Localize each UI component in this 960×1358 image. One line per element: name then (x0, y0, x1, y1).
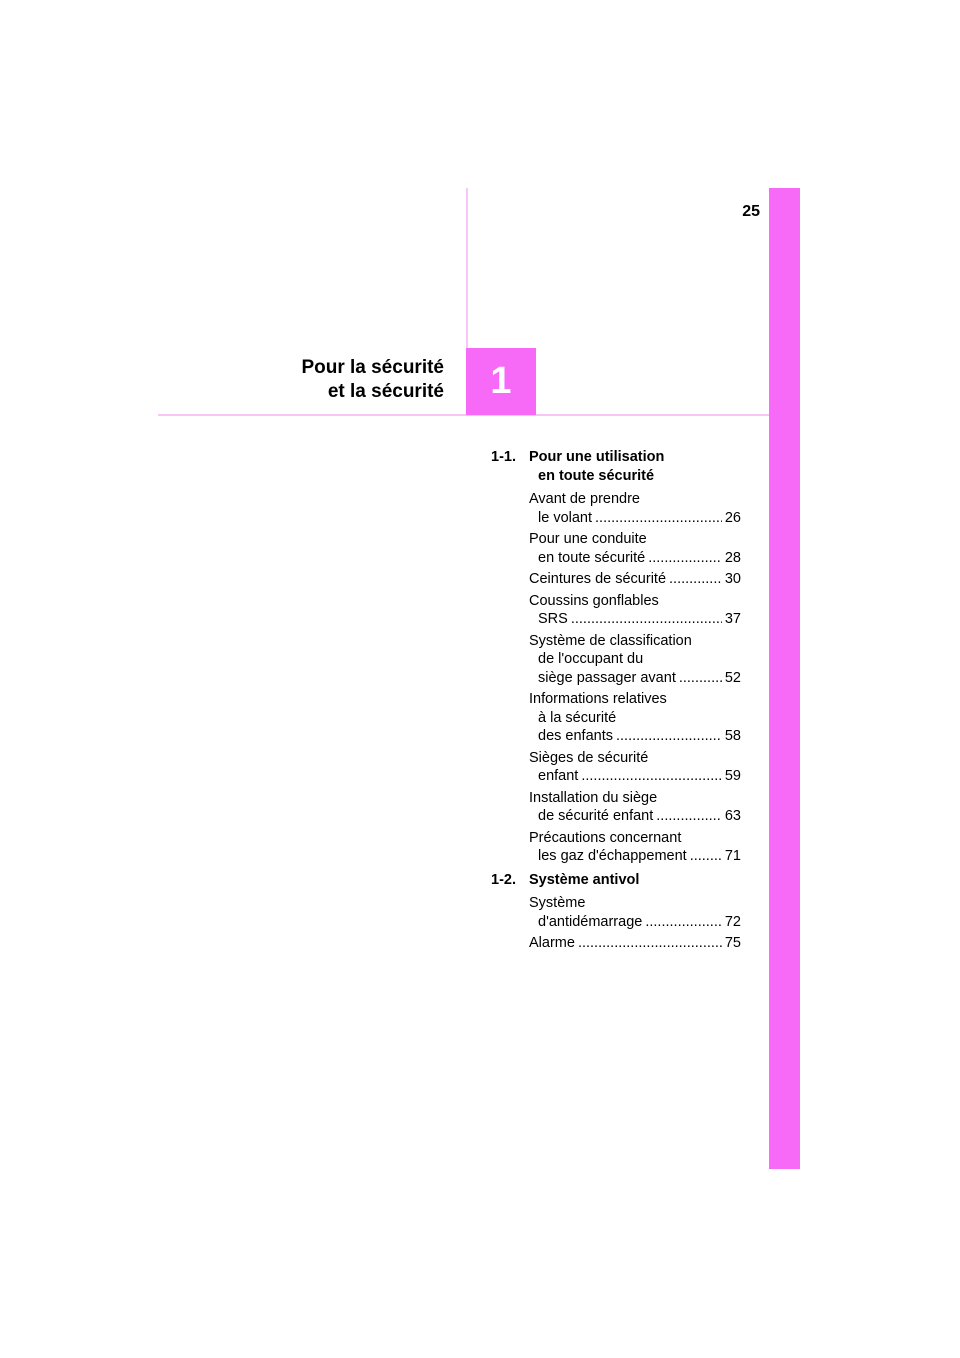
entry-page-number: 26 (724, 509, 741, 526)
entry-text: les gaz d'échappement (538, 848, 687, 864)
entry-text-line: à la sécurité (538, 709, 617, 726)
section-title: Pour une utilisation (529, 449, 665, 465)
entry-text-line: Avant de prendre (529, 491, 640, 507)
leader-dots (679, 669, 722, 688)
entry-last-line (529, 570, 741, 589)
table-of-contents (491, 448, 741, 956)
section-number: 1-1. (491, 449, 516, 465)
toc-entry[interactable] (491, 490, 741, 527)
toc-section-heading (491, 871, 741, 890)
entry-page-number: 52 (724, 669, 741, 686)
section-title: Système antivol (529, 871, 640, 888)
entry-last-line (529, 549, 741, 568)
entry-page-number: 71 (724, 848, 741, 864)
entry-last-line (529, 610, 741, 629)
entry-text: SRS (538, 611, 568, 627)
entry-page-number: 72 (724, 913, 741, 930)
entry-text: d'antidémarrage (538, 913, 643, 930)
entry-text: des enfants (538, 728, 613, 744)
toc-entry[interactable] (491, 894, 741, 931)
horizontal-divider (158, 414, 769, 416)
toc-entry[interactable] (491, 530, 741, 567)
chapter-title-line2: et la sécurité (327, 381, 444, 402)
entry-page-number: 37 (724, 611, 741, 627)
entry-last-line (529, 847, 741, 866)
entry-page-number: 58 (724, 728, 741, 744)
toc-entry[interactable] (491, 592, 741, 629)
leader-dots (581, 767, 722, 786)
side-tab (769, 188, 800, 1169)
entry-last-line (529, 727, 741, 746)
leader-dots (571, 610, 722, 629)
entry-text-line: Précautions concernant (529, 829, 682, 846)
chapter-number: 1 (490, 360, 512, 402)
entry-text-line: Pour une conduite (529, 531, 647, 547)
toc-entry[interactable] (491, 749, 741, 786)
toc-entry[interactable] (491, 690, 741, 746)
entry-text-line: Système (529, 895, 586, 911)
entry-page-number: 30 (724, 571, 741, 587)
entry-page-number: 63 (724, 808, 741, 824)
toc-entry[interactable] (491, 829, 741, 866)
leader-dots (656, 807, 722, 826)
entry-last-line (529, 807, 741, 826)
leader-dots (690, 847, 722, 866)
chapter-title-line1: Pour la sécurité (301, 357, 444, 378)
vertical-divider (466, 188, 468, 348)
entry-text: de sécurité enfant (538, 808, 654, 824)
entry-text-line: de l'occupant du (538, 651, 644, 667)
toc-entry[interactable] (491, 789, 741, 826)
toc-entry[interactable] (491, 570, 741, 589)
entry-last-line (529, 669, 741, 688)
entry-page-number: 59 (724, 768, 741, 784)
chapter-title (301, 356, 444, 404)
entry-text: enfant (538, 768, 579, 784)
entry-last-line (529, 913, 741, 932)
entry-text: Alarme (529, 935, 575, 951)
entry-text: Ceintures de sécurité (529, 571, 667, 587)
entry-text-line: Coussins gonflables (529, 592, 659, 609)
leader-dots (645, 913, 722, 932)
toc-section-heading (491, 448, 741, 485)
entry-page-number: 28 (724, 549, 741, 566)
entry-text: en toute sécurité (538, 549, 646, 566)
leader-dots (595, 509, 722, 528)
leader-dots (616, 727, 722, 746)
leader-dots (578, 934, 722, 953)
entry-page-number: 75 (724, 935, 741, 951)
section-number: 1-2. (491, 871, 516, 888)
entry-text-line: Informations relatives (529, 691, 667, 707)
chapter-number-box (466, 348, 536, 415)
toc-entry[interactable] (491, 934, 741, 953)
entry-last-line (529, 767, 741, 786)
leader-dots (669, 570, 722, 589)
entry-last-line (529, 934, 741, 953)
page-number: 25 (742, 203, 760, 220)
leader-dots (648, 549, 722, 568)
entry-text-line: Installation du siège (529, 789, 658, 806)
entry-last-line (529, 509, 741, 528)
entry-text-line: Sièges de sécurité (529, 749, 649, 766)
entry-text: le volant (538, 509, 593, 526)
entry-text: siège passager avant (538, 669, 676, 686)
toc-entry[interactable] (491, 632, 741, 688)
entry-text-line: Système de classification (529, 632, 692, 649)
section-title-cont: en toute sécurité (538, 467, 655, 484)
